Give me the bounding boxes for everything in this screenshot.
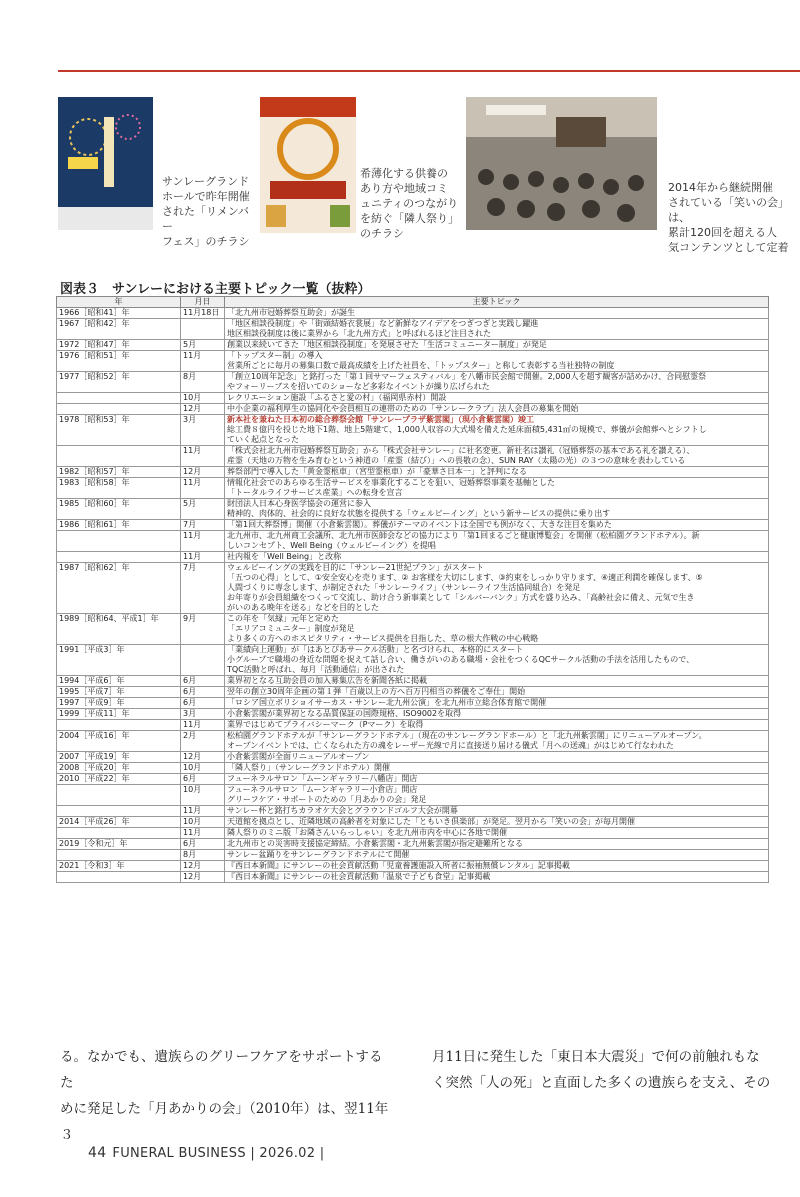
cell-topic bbox=[225, 308, 769, 319]
topic-line: グリーフケア・サポートのための「月あかりの会」発足 bbox=[227, 795, 427, 804]
topic-line: 松柏園グランドホテルが「サンレーグランドホテル」（現在のサンレーグランドホール）と「北九州紫雲閣」にリニューアルオープン。 bbox=[227, 731, 707, 740]
cell-month: 6月 bbox=[181, 676, 225, 687]
topic-line: ウェルビーイングの実践を目的に「サンレー21世紀プラン」がスタート bbox=[227, 563, 484, 572]
table-row bbox=[57, 763, 769, 774]
table-row bbox=[57, 340, 769, 351]
table-row bbox=[57, 531, 769, 552]
topic-line: 「トップスター制」の導入 bbox=[227, 351, 323, 360]
table-row bbox=[57, 752, 769, 763]
topics-table bbox=[56, 296, 769, 883]
photo-caption-neighbor-festival: 希薄化する供養の あり方や地域コミ ュニティのつながり を紡ぐ「隣人祭り」 のチラシ bbox=[360, 167, 459, 240]
cell-year: 1987［昭和62］年 bbox=[57, 563, 181, 614]
cell-year: 2021［令和3］年 bbox=[57, 861, 181, 872]
cell-year bbox=[57, 446, 181, 467]
cell-topic bbox=[225, 687, 769, 698]
topic-line: 業界ではじめてプライバシーマーク（Pマーク）を取得 bbox=[227, 720, 424, 729]
topic-line: サンレー杯と銘打ちカラオケ大会とグラウンドゴルフ大会が開幕 bbox=[227, 806, 458, 815]
topic-line: 小グループで職場の身近な問題を捉えて話し合い、働きがいのある職場・会社をつくるQCサークル活動の手法を活用したもので、 bbox=[227, 655, 695, 664]
table-row bbox=[57, 351, 769, 372]
cell-year bbox=[57, 404, 181, 415]
table-row bbox=[57, 499, 769, 520]
cell-year: 1967［昭和42］年 bbox=[57, 319, 181, 340]
cell-year: 1972［昭和47］年 bbox=[57, 340, 181, 351]
topic-line: 「第1回大葬祭博」開催（小倉紫雲閣）。葬儀がテーマのイベントは全国でも例がなく、大きな注目を集めた bbox=[227, 520, 612, 529]
cell-year: 1997［平成9］年 bbox=[57, 698, 181, 709]
topic-line: 「トータルライフサービス産業」への転身を宣言 bbox=[227, 488, 403, 497]
topic-line: 『西日本新聞』にサンレーの社会貢献活動「温泉で子ども食堂」記事掲載 bbox=[227, 872, 491, 881]
topic-line: 営業所ごとに毎月の募集口数で最高成績を上げた社員を、「トップスター」と称して表彰する当社独特の制度 bbox=[227, 361, 615, 370]
cell-topic bbox=[225, 478, 769, 499]
topic-line: 「業績向上運動」が「はあとぴあサークル活動」と名づけられ、本格的にスタート bbox=[227, 645, 524, 654]
cell-month: 11月 bbox=[181, 828, 225, 839]
topic-line: 情報化社会でのあらゆる生活サービスを事業化することを狙い、冠婚葬祭事業を基軸とした bbox=[227, 478, 555, 487]
cell-topic bbox=[225, 520, 769, 531]
cell-topic bbox=[225, 676, 769, 687]
topic-line: 「隣人祭り」（サンレーグランドホテル）開催 bbox=[227, 763, 390, 772]
table-row bbox=[57, 774, 769, 785]
cell-year: 1989［昭和64、平成1］年 bbox=[57, 614, 181, 645]
cell-year bbox=[57, 552, 181, 563]
table-row bbox=[57, 308, 769, 319]
table-row bbox=[57, 839, 769, 850]
table-row bbox=[57, 552, 769, 563]
cell-year bbox=[57, 850, 181, 861]
table-row bbox=[57, 817, 769, 828]
topic-line: 新本社を兼ねた日本初の総合葬祭会館「サンレープラザ紫雲閣」（現小倉紫雲閣）竣工 bbox=[227, 415, 534, 424]
cell-month: 11月18日 bbox=[181, 308, 225, 319]
cell-year bbox=[57, 872, 181, 883]
cell-month: 11月 bbox=[181, 552, 225, 563]
table-row bbox=[57, 393, 769, 404]
topic-line: 「北九州市冠婚葬祭互助会」が誕生 bbox=[227, 308, 355, 317]
cell-month: 8月 bbox=[181, 372, 225, 393]
cell-month: 12月 bbox=[181, 404, 225, 415]
cell-year: 1995［平成7］年 bbox=[57, 687, 181, 698]
cell-topic bbox=[225, 785, 769, 806]
table-row bbox=[57, 850, 769, 861]
cell-month: 11月 bbox=[181, 806, 225, 817]
table-row bbox=[57, 872, 769, 883]
neighbor-festival-flyer-image bbox=[260, 97, 356, 233]
page-footer bbox=[88, 1145, 324, 1161]
cell-topic bbox=[225, 319, 769, 340]
topic-line: ていく起点となった bbox=[227, 435, 299, 444]
cell-year: 2019［令和元］年 bbox=[57, 839, 181, 850]
footer-publication: FUNERAL BUSINESS | 2026.02 | bbox=[112, 1146, 325, 1161]
cell-topic bbox=[225, 351, 769, 372]
topic-line: TQC活動と呼ばれ、毎月「活動通信」が出された bbox=[227, 665, 405, 674]
cell-month: 2月 bbox=[181, 731, 225, 752]
cell-year: 1978［昭和53］年 bbox=[57, 415, 181, 446]
topic-line: がいのある晩年を送る」などを目的とした bbox=[227, 603, 379, 612]
cell-topic bbox=[225, 467, 769, 478]
topic-line: 人間づくりに専念します、が制定された「サンレーライフ」（サンレーライフ生活協同組合）を発足 bbox=[227, 583, 581, 592]
table-row bbox=[57, 372, 769, 393]
cell-topic bbox=[225, 499, 769, 520]
topic-line: より多くの方へのホスピタリティ・サービス提供を目指した、草の根大作戦の中心戦略 bbox=[227, 634, 539, 643]
cell-month: 7月 bbox=[181, 563, 225, 614]
header-year: 年 bbox=[57, 297, 181, 308]
cell-month: 3月 bbox=[181, 709, 225, 720]
top-rule bbox=[58, 70, 800, 72]
table-row bbox=[57, 828, 769, 839]
topic-line: 精神的、肉体的、社会的に良好な状態を提供する「ウェルビーイング」という新サービスの提供に乗り出す bbox=[227, 509, 611, 518]
table-row bbox=[57, 698, 769, 709]
topic-line: 社内報を「Well Being」と改称 bbox=[227, 552, 342, 561]
cell-month: 12月 bbox=[181, 861, 225, 872]
table-row bbox=[57, 446, 769, 467]
header-topic: 主要トピック bbox=[225, 297, 769, 308]
body-text-left-column: る。なかでも、遺族らのグリーフケアをサポートするた めに発足した「月あかりの会」（2010年）は、翌11年３ bbox=[60, 1049, 389, 1143]
cell-topic bbox=[225, 531, 769, 552]
table-row bbox=[57, 614, 769, 645]
cell-month: 10月 bbox=[181, 393, 225, 404]
cell-topic bbox=[225, 415, 769, 446]
table-header-row bbox=[57, 297, 769, 308]
cell-year: 1977［昭和52］年 bbox=[57, 372, 181, 393]
topic-line: 産霊（天地の万物を生み育むという神道の「産霊（結び）」への畏敬の念）、SUN RAY（太陽の光）の３つの意味を表わしている bbox=[227, 456, 686, 465]
cell-year: 1976［昭和51］年 bbox=[57, 351, 181, 372]
cell-topic bbox=[225, 806, 769, 817]
cell-month: 6月 bbox=[181, 839, 225, 850]
topic-line: 隣人祭りのミニ版「お隣さんいらっしゃい」を北九州市内を中心に各地で開催 bbox=[227, 828, 507, 837]
topic-line: 翌年の創立30周年企画の第１弾「百歳以上の方へ百万円相当の葬儀をご奉仕」開始 bbox=[227, 687, 526, 696]
table-row bbox=[57, 720, 769, 731]
cell-topic bbox=[225, 340, 769, 351]
cell-month: 9月 bbox=[181, 614, 225, 645]
topic-line: やフォーリーブスを招いてのショーなど多彩なイベントが繰り広げられた bbox=[227, 382, 490, 391]
topic-line: 中小企業の福利厚生の協同化や会員相互の連帯のための「サンレークラブ」法人会員の募集を開始 bbox=[227, 404, 579, 413]
cell-month: 7月 bbox=[181, 520, 225, 531]
topic-line: サンレー盆踊りをサンレーグランドホテルにて開催 bbox=[227, 850, 410, 859]
table-row bbox=[57, 563, 769, 614]
cell-year: 2004［平成16］年 bbox=[57, 731, 181, 752]
cell-topic bbox=[225, 774, 769, 785]
cell-month: 12月 bbox=[181, 467, 225, 478]
cell-month: 10月 bbox=[181, 763, 225, 774]
table-row bbox=[57, 806, 769, 817]
cell-topic bbox=[225, 446, 769, 467]
cell-year: 2008［平成20］年 bbox=[57, 763, 181, 774]
cell-topic bbox=[225, 393, 769, 404]
topic-line: 業界初となる互助会員の加入募集広告を新聞各紙に掲載 bbox=[227, 676, 427, 685]
cell-topic bbox=[225, 839, 769, 850]
cell-topic bbox=[225, 731, 769, 752]
cell-year: 1983［昭和58］年 bbox=[57, 478, 181, 499]
photo-caption-remember-fes: サンレーグランド ホールで昨年開催 された「リメンバー フェス」のチラシ bbox=[162, 175, 250, 248]
cell-month: 11月 bbox=[181, 531, 225, 552]
cell-topic bbox=[225, 552, 769, 563]
cell-year: 2014［平成26］年 bbox=[57, 817, 181, 828]
topic-line: レクリエーション施設「ふるさと愛の村」（福岡県赤村）開設 bbox=[227, 393, 447, 402]
cell-month: 5月 bbox=[181, 499, 225, 520]
cell-topic bbox=[225, 763, 769, 774]
topic-line: 『西日本新聞』にサンレーの社会貢献活動「児童養護施設入所者に振袖無償レンタル」記事掲載 bbox=[227, 861, 570, 870]
table-row bbox=[57, 478, 769, 499]
topic-line: 創業以来続いてきた「地区相談役制度」を発展させた「生活コミュニーター制度」が発足 bbox=[227, 340, 547, 349]
cell-year bbox=[57, 393, 181, 404]
cell-month: 11月 bbox=[181, 351, 225, 372]
cell-month: 3月 bbox=[181, 415, 225, 446]
cell-topic bbox=[225, 709, 769, 720]
cell-year: 1985［昭和60］年 bbox=[57, 499, 181, 520]
table-row bbox=[57, 687, 769, 698]
figure-title: 図表３ サンレーにおける主要トピック一覧（抜粋） bbox=[60, 282, 371, 297]
topic-line: 財団法人日本心身医学協会の運営に参入 bbox=[227, 499, 371, 508]
cell-topic bbox=[225, 850, 769, 861]
cell-topic bbox=[225, 563, 769, 614]
topic-line: オープンイベントでは、亡くなられた方の魂をレーザー光線で月に直接送り届ける儀式「月への送魂」がはじめて行なわれた bbox=[227, 741, 674, 750]
body-text-right-column: 月11日に発生した「東日本大震災」で何の前触れもな く突然「人の死」と直面した多くの遺族らを支え、その bbox=[432, 1049, 771, 1091]
topic-line: 北九州市との災害時支援協定締結。小倉紫雲閣・北九州紫雲閣が指定避難所となる bbox=[227, 839, 523, 848]
table-row bbox=[57, 731, 769, 752]
cell-topic bbox=[225, 698, 769, 709]
table-row bbox=[57, 861, 769, 872]
cell-topic bbox=[225, 720, 769, 731]
topic-line: 「ロシア国立ボリショイサーカス・サンレー北九州公演」を北九州市立総合体育館で開催 bbox=[227, 698, 547, 707]
header-month: 月日 bbox=[181, 297, 225, 308]
cell-month: 12月 bbox=[181, 752, 225, 763]
cell-month: 6月 bbox=[181, 687, 225, 698]
cell-year: 2007［平成19］年 bbox=[57, 752, 181, 763]
topic-line: 「株式会社北九州市冠婚葬祭互助会」から「株式会社サンレー」に社名変更。新社名は讃礼（冠婚葬祭の基本である礼を讃える）、 bbox=[227, 446, 695, 455]
cell-month: 10月 bbox=[181, 785, 225, 806]
cell-month: 11月 bbox=[181, 720, 225, 731]
cell-month: 11月 bbox=[181, 446, 225, 467]
table-row bbox=[57, 676, 769, 687]
table-row bbox=[57, 415, 769, 446]
cell-month: 12月 bbox=[181, 872, 225, 883]
cell-month: 11月 bbox=[181, 478, 225, 499]
topic-line: 総工費８億円を投じた地下1階、地上5階建て、1,000人収容の大式場を備えた延床面積5,431㎡の規模で、葬儀が会館葬へとシフトし bbox=[227, 425, 707, 434]
topic-line: 「創立10周年記念」と銘打った「第１回サマーフェスティバル」を八幡市民会館で開催。2,000人を超す観客が詰めかけ、合同慰霊祭 bbox=[227, 372, 707, 381]
cell-year: 1994［平成6］年 bbox=[57, 676, 181, 687]
cell-year: 1991［平成3］年 bbox=[57, 645, 181, 676]
topic-line: この年を「気縁」元年と定めた bbox=[227, 614, 339, 623]
topic-line: 北九州市、北九州商工会議所、北九州市医師会などの協力により「第1回まるごと健康博覧会」を開催（松柏園グランドホテル）。新 bbox=[227, 531, 700, 540]
topic-line: 「五つの心得」として、①安全安心を売ります、② お客様を大切にします、③約束をしっかり守ります、④適正利潤を確保します、⑤ bbox=[227, 573, 703, 582]
table-row bbox=[57, 319, 769, 340]
cell-topic bbox=[225, 752, 769, 763]
cell-topic bbox=[225, 817, 769, 828]
cell-year: 1982［昭和57］年 bbox=[57, 467, 181, 478]
cell-month: 10月 bbox=[181, 817, 225, 828]
table-row bbox=[57, 785, 769, 806]
topic-line: 「エリアコミュニター」制度が発足 bbox=[227, 624, 355, 633]
topic-line: 小倉紫雲閣が業界初となる品質保証の国際規格、ISO9002を取得 bbox=[227, 709, 462, 718]
table-row bbox=[57, 520, 769, 531]
cell-year bbox=[57, 531, 181, 552]
cell-topic bbox=[225, 372, 769, 393]
table-row bbox=[57, 645, 769, 676]
cell-topic bbox=[225, 872, 769, 883]
table-body bbox=[57, 308, 769, 883]
cell-year: 2010［平成22］年 bbox=[57, 774, 181, 785]
topic-line: フューネラルサロン「ムーンギャラリー八幡店」開店 bbox=[227, 774, 418, 783]
table-row bbox=[57, 404, 769, 415]
topic-line: 小倉紫雲閣が全面リニューアルオープン bbox=[227, 752, 370, 761]
topic-line: 天道館を拠点とし、近隣地域の高齢者を対象にした「ともいき倶楽部」が発足。翌月から「笑いの会」が毎月開催 bbox=[227, 817, 635, 826]
cell-month: 8月 bbox=[181, 850, 225, 861]
topic-line: 葬祭部門で導入した「黄金霊柩車」（宮型霊柩車）が「豪華さ日本一」と評判になる bbox=[227, 467, 527, 476]
page-number: 44 bbox=[88, 1145, 107, 1161]
topic-line: 「地区相談役制度」や「街頭結婚衣裳展」など新鮮なアイデアをつぎつぎと実践し躍進 bbox=[227, 319, 539, 328]
cell-topic bbox=[225, 614, 769, 645]
cell-topic bbox=[225, 828, 769, 839]
cell-year: 1966［昭和41］年 bbox=[57, 308, 181, 319]
table-row bbox=[57, 709, 769, 720]
cell-topic bbox=[225, 861, 769, 872]
cell-month: 5月 bbox=[181, 340, 225, 351]
cell-year: 1999［平成11］年 bbox=[57, 709, 181, 720]
remember-fes-flyer-image bbox=[58, 97, 153, 230]
cell-month: 6月 bbox=[181, 698, 225, 709]
topic-line: お年寄りが会員組織をつくって交流し、助け合う新事業として「シルバーバンク」方式を盛り込み、「高齢社会に備え、元気で生き bbox=[227, 593, 695, 602]
cell-month bbox=[181, 645, 225, 676]
cell-year bbox=[57, 828, 181, 839]
table-row bbox=[57, 467, 769, 478]
cell-year: 1986［昭和61］年 bbox=[57, 520, 181, 531]
topic-line: フューネラルサロン「ムーンギャラリー小倉店」開店 bbox=[227, 785, 418, 794]
topic-line: しいコンセプト、Well Being（ウェルビーイング）を提唱 bbox=[227, 541, 436, 550]
cell-month bbox=[181, 319, 225, 340]
topic-line: 地区相談役制度は後に業界から「北九州方式」と呼ばれるほど注目された bbox=[227, 329, 491, 338]
photo-caption-laughter-event: 2014年から継続開催 されている「笑いの会」は、 累計120回を超える人 気コンテンツとして定着 bbox=[668, 181, 789, 254]
cell-topic bbox=[225, 645, 769, 676]
cell-month: 6月 bbox=[181, 774, 225, 785]
cell-year bbox=[57, 720, 181, 731]
cell-topic bbox=[225, 404, 769, 415]
cell-year bbox=[57, 785, 181, 806]
cell-year bbox=[57, 806, 181, 817]
laughter-event-photo-image bbox=[466, 97, 657, 230]
